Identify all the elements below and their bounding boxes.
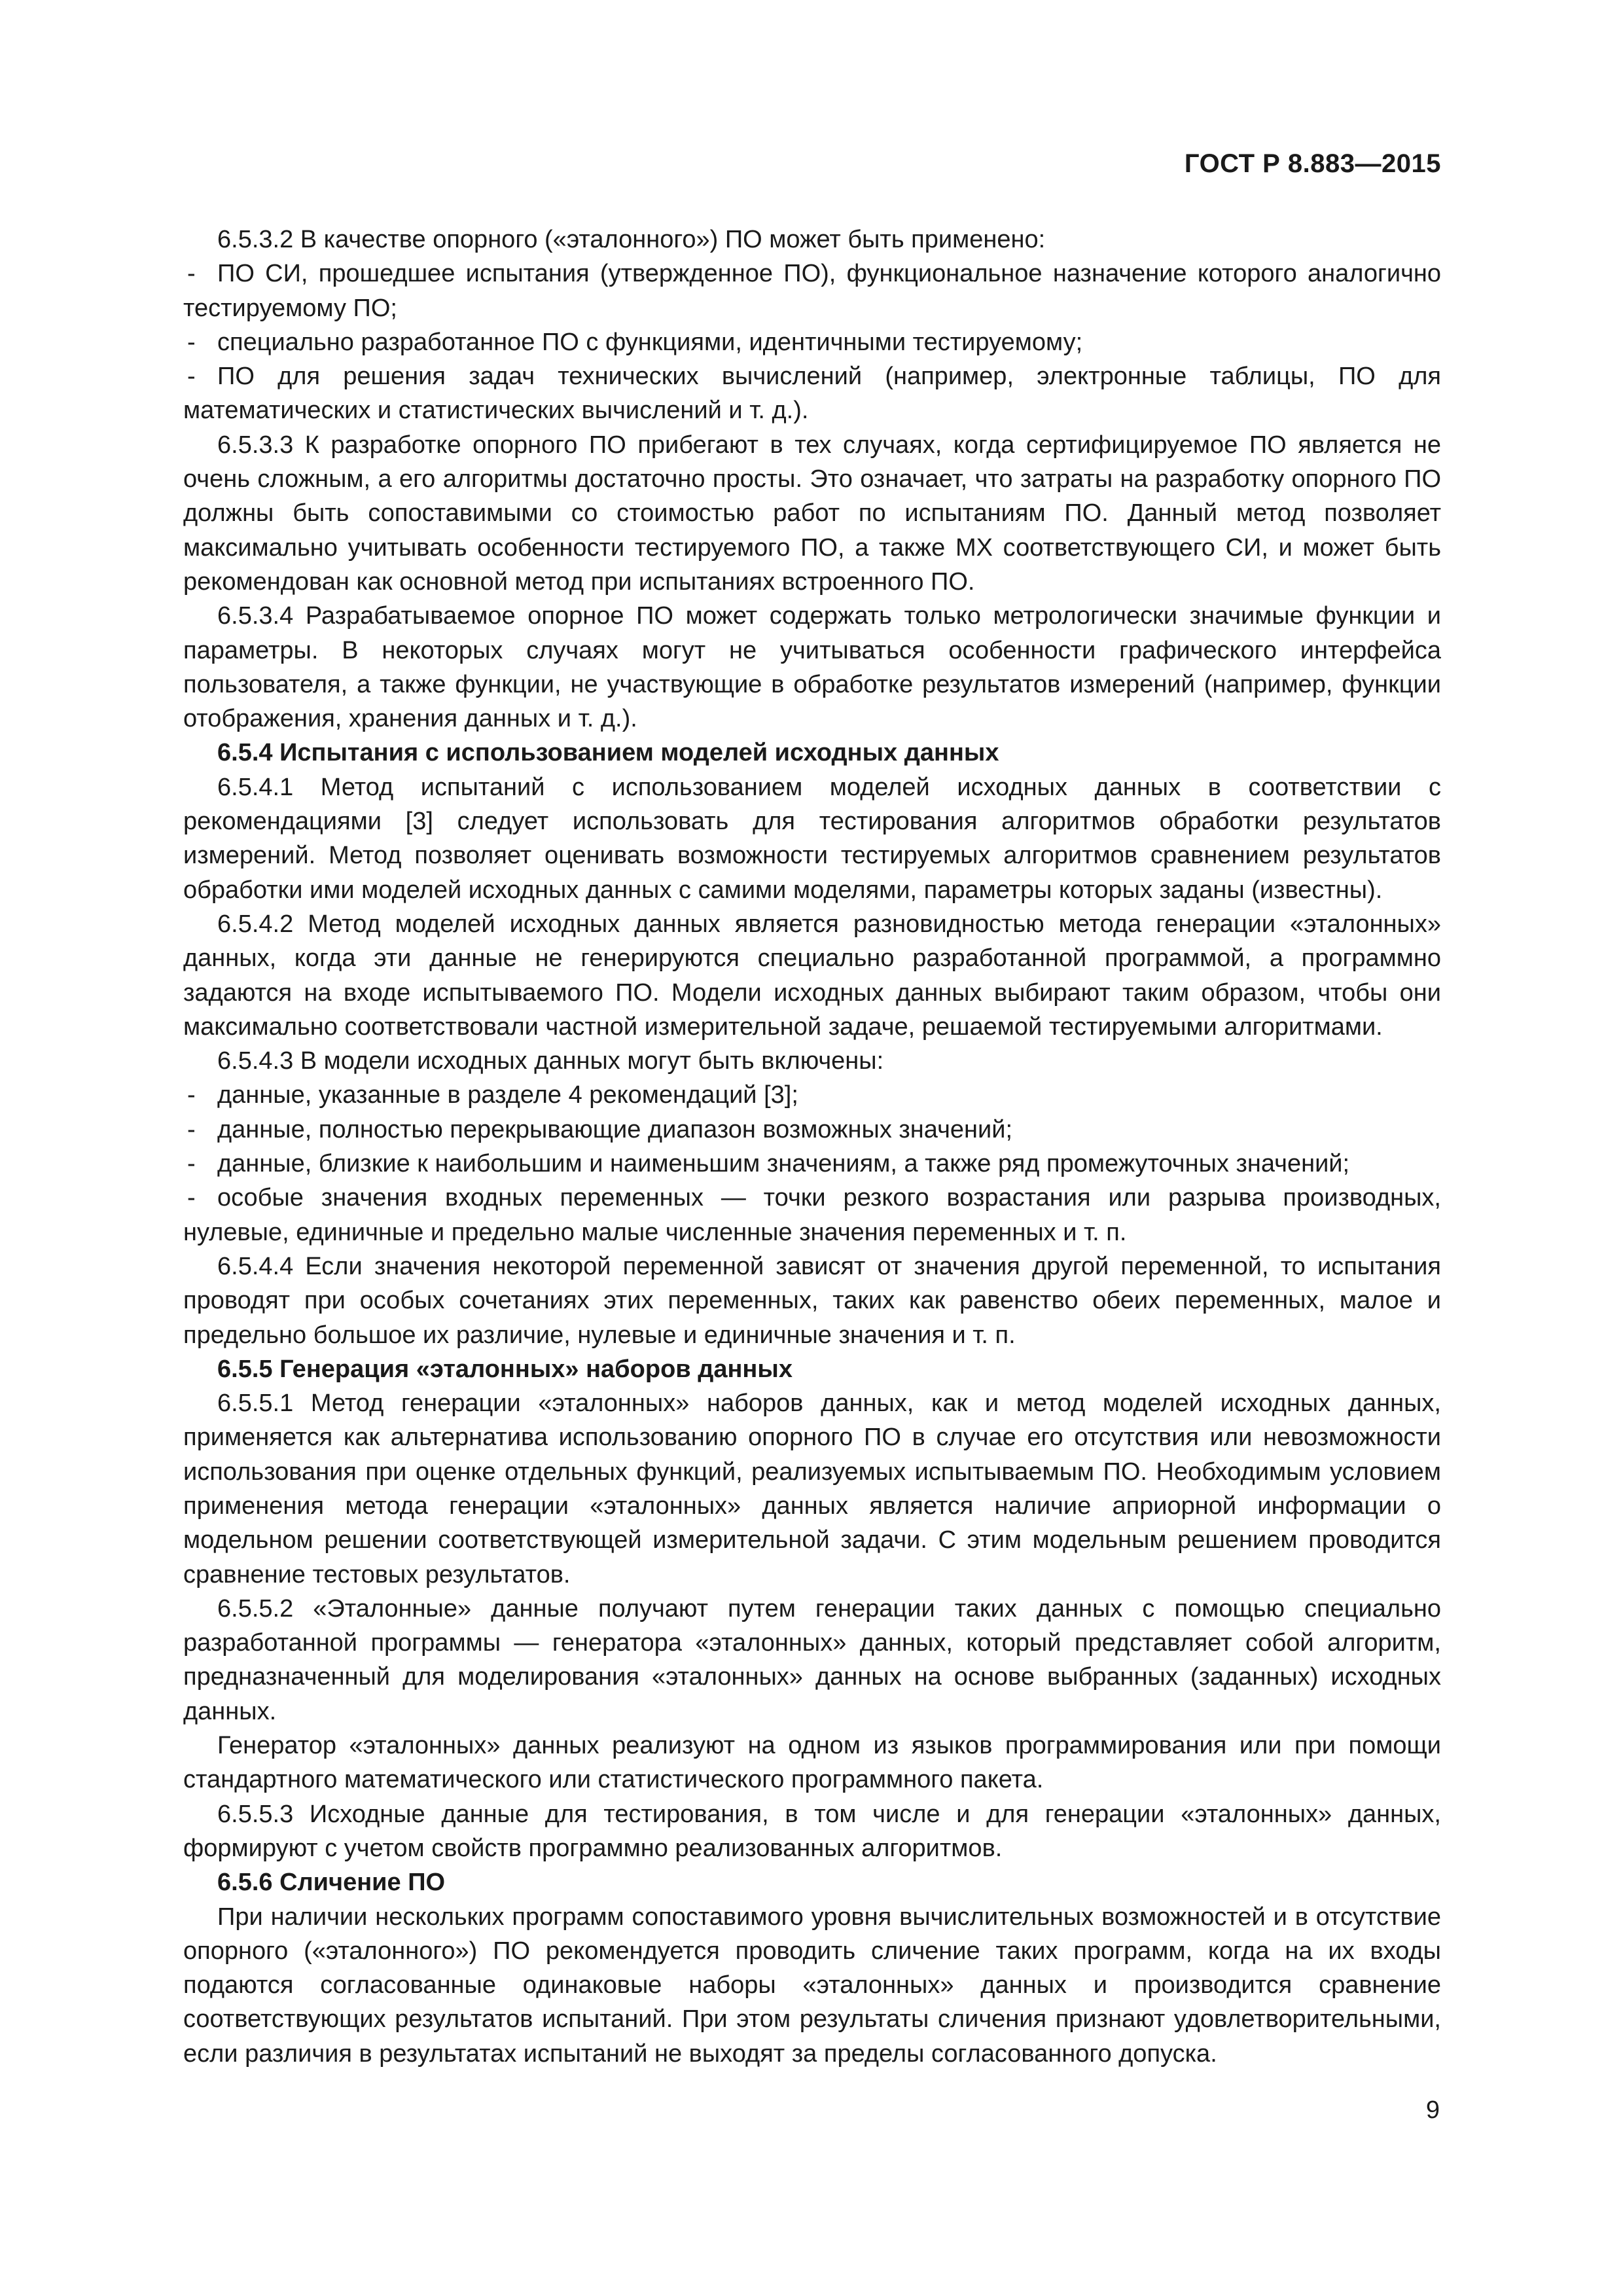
document-body bbox=[183, 223, 1441, 2071]
paragraph: 6.5.4.1 Метод испытаний с использованием моделей исходных данных в соответствии с рекомендациями [3] следует использовать для тестирования алгоритмов обработки результатов измерений. Метод позволяет оценивать возможности тестируемых алгоритмов сравнением результатов обработки ими моделей исходных данных с самими моделями, параметры которых заданы (известны). bbox=[183, 773, 1441, 904]
list-item-text: данные, полностью перекрывающие диапазон возможных значений; bbox=[217, 1115, 1013, 1143]
paragraph: При наличии нескольких программ сопоставимого уровня вычислительных возможностей и в отсутствие опорного («эталонного») ПО рекомендуется проводить сличение таких программ, когда на их входы подаются согласованные одинаковые наборы «эталонных» данных и производится сравнение соответствующих результатов испытаний. При этом результаты сличения признают удовлетворительными, если различия в результатах испытаний не выходят за пределы согласованного допуска. bbox=[183, 1903, 1441, 2068]
list-item bbox=[183, 1113, 1441, 1147]
paragraph: 6.5.5.1 Метод генерации «эталонных» наборов данных, как и метод моделей исходных данных, применяется как альтернатива использованию опорного ПО в случае его отсутствия или невозможности использования при оценке отдельных функций, реализуемых испытываемым ПО. Необходимым условием применения метода генерации «эталонных» данных является наличие априорной информации о модельном решении соответствующей измерительной задачи. С этим модельным решением проводится сравнение тестовых результатов. bbox=[183, 1390, 1441, 1588]
list-item-text: данные, указанные в разделе 4 рекомендаций [3]; bbox=[217, 1081, 798, 1109]
paragraph: 6.5.3.2 В качестве опорного («эталонного») ПО может быть применено: bbox=[217, 226, 1046, 253]
list-item-text: ПО для решения задач технических вычислений (например, электронные таблицы, ПО для математических и статистических вычислений и т. д.). bbox=[183, 363, 1441, 425]
paragraph: 6.5.4.2 Метод моделей исходных данных является разновидностью метода генерации «эталонных» данных, когда эти данные не генерируются специально разработанной программой, а программно задаются на входе испытываемого ПО. Модели исходных данных выбирают таким образом, чтобы они максимально соответствовали частной измерительной задаче, решаемой тестируемыми алгоритмами. bbox=[183, 910, 1441, 1041]
list-item bbox=[183, 1147, 1441, 1181]
list-dash: - bbox=[187, 363, 196, 391]
page-number: 9 bbox=[1425, 2096, 1440, 2124]
list-item-text: особые значения входных переменных — точки резкого возрастания или разрыва производных, нулевые, единичные и предельно малые численные значения переменных и т. п. bbox=[183, 1184, 1441, 1246]
paragraph: 6.5.4.4 Если значения некоторой переменной зависят от значения другой переменной, то испытания проводят при особых сочетаниях этих переменных, таких как равенство обеих переменных, малое и предельно большое их различие, нулевые и единичные значения и т. п. bbox=[183, 1252, 1441, 1349]
list-item-text: специально разработанное ПО с функциями, идентичными тестируемому; bbox=[217, 328, 1083, 356]
paragraph: 6.5.5.3 Исходные данные для тестирования, в том числе и для генерации «эталонных» данных, формируют с учетом свойств программно реализованных алгоритмов. bbox=[183, 1800, 1441, 1862]
section-heading: 6.5.6 Сличение ПО bbox=[217, 1869, 446, 1897]
list-dash: - bbox=[187, 1081, 196, 1109]
list-item bbox=[183, 1181, 1441, 1249]
paragraph: 6.5.3.4 Разрабатываемое опорное ПО может содержать только метрологически значимые функции и параметры. В некоторых случаях могут не учитываться особенности графического интерфейса пользователя, а также функции, не участвующие в обработке результатов измерений (например, функции отображения, хранения данных и т. д.). bbox=[183, 602, 1441, 733]
list-dash: - bbox=[187, 328, 196, 356]
section-heading: 6.5.5 Генерация «эталонных» наборов данных bbox=[217, 1355, 793, 1383]
list-dash: - bbox=[187, 260, 196, 288]
list-item bbox=[183, 325, 1441, 359]
paragraph: 6.5.5.2 «Эталонные» данные получают путем генерации таких данных с помощью специально разработанной программы — генератора «эталонных» данных, который представляет собой алгоритм, предназначенный для моделирования «эталонных» данных на основе выбранных (заданных) исходных данных. bbox=[183, 1594, 1441, 1725]
list-item bbox=[183, 359, 1441, 428]
list-item-text: данные, близкие к наибольшим и наименьшим значениям, а также ряд промежуточных значений; bbox=[217, 1150, 1350, 1178]
list-item bbox=[183, 257, 1441, 325]
list-dash: - bbox=[187, 1115, 196, 1143]
list-dash: - bbox=[187, 1184, 196, 1212]
section-heading: 6.5.4 Испытания с использованием моделей исходных данных bbox=[217, 739, 999, 767]
list-item-text: ПО СИ, прошедшее испытания (утвержденное ПО), функциональное назначение которого аналогично тестируемому ПО; bbox=[183, 260, 1441, 322]
document-standard-header: ГОСТ Р 8.883—2015 bbox=[1184, 149, 1441, 178]
list-item bbox=[183, 1078, 1441, 1112]
paragraph: Генератор «эталонных» данных реализуют на одном из языков программирования или при помощи стандартного математического или статистического программного пакета. bbox=[183, 1732, 1441, 1794]
list-dash: - bbox=[187, 1150, 196, 1178]
paragraph: 6.5.4.3 В модели исходных данных могут быть включены: bbox=[217, 1047, 884, 1075]
paragraph: 6.5.3.3 К разработке опорного ПО прибегают в тех случаях, когда сертифицируемое ПО является не очень сложным, а его алгоритмы достаточно просты. Это означает, что затраты на разработку опорного ПО должны быть сопоставимыми со стоимостью работ по испытаниям ПО. Данный метод позволяет максимально учитывать особенности тестируемого ПО, а также МХ соответствующего СИ, и может быть рекомендован как основной метод при испытаниях встроенного ПО. bbox=[183, 431, 1441, 596]
